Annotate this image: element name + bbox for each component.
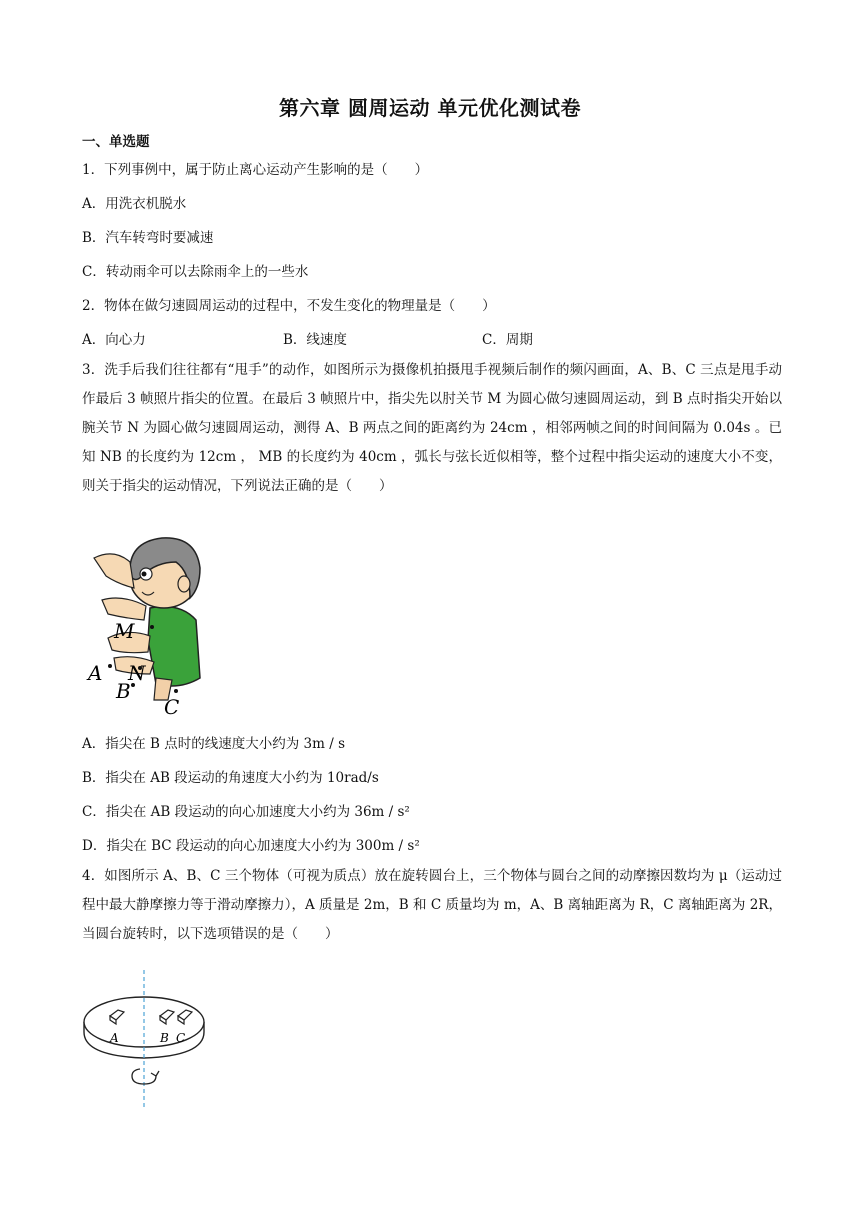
shirt-shape (148, 607, 200, 687)
label-a: A (88, 661, 103, 685)
q1-option-b: B．汽车转弯时要减速 (82, 230, 214, 246)
q2-option-b: B．线速度 (283, 332, 347, 348)
label-a: A (110, 1031, 119, 1045)
q1-stem: 1．下列事例中，属于防止离心运动产生影响的是（ ） (82, 162, 429, 178)
label-n: N (128, 661, 146, 685)
q3-option-c: C．指尖在 AB 段运动的向心加速度大小约为 36m / s² (82, 804, 410, 820)
hand-shake-figure (84, 528, 214, 718)
rotating-table-figure (80, 966, 220, 1111)
q1-option-c: C．转动雨伞可以去除雨伞上的一些水 (82, 264, 309, 280)
rotation-arrow-icon (151, 1071, 159, 1076)
q3-stem: 3．洗手后我们往往都有“甩手”的动作，如图所示为摄像机拍摄甩手视频后制作的频闪画面，A、B、C 三点是甩手动作最后 3 帧照片指尖的位置。在最后 3 帧照片中，指尖先以肘关节 M 为圆心做匀速圆周运动，到 B 点时指尖开始以腕关节 N 为圆心做匀速圆周运动，测得 A、B 两点之间的距离约为 24cm ，相邻两帧之间的时间间隔为 0.04s 。已知 NB 的长度约为 12cm ， MB 的长度约为 40cm ，弧长与弦长近似相等，整个过程中指尖运动的速度大小不变，则关于指尖的运动情况，下列说法正确的是（ ） (82, 362, 782, 494)
label-c: C (176, 1031, 186, 1045)
q3-option-a: A．指尖在 B 点时的线速度大小约为 3m / s (82, 736, 345, 752)
q3-option-b: B．指尖在 AB 段运动的角速度大小约为 10rad/s (82, 770, 379, 786)
section-heading: 一、单选题 (82, 134, 150, 150)
label-b: B (160, 1031, 169, 1045)
page-title: 第六章 圆周运动 单元优化测试卷 (279, 96, 581, 120)
q3-option-d: D．指尖在 BC 段运动的向心加速度大小约为 300m / s² (82, 838, 420, 854)
q4-stem: 4．如图所示 A、B、C 三个物体（可视为质点）放在旋转圆台上，三个物体与圆台之间的动摩擦因数均为 μ（运动过程中最大静摩擦力等于滑动摩擦力），A 质量是 2m，B 和 C 质量均为 m，A、B 离轴距离为 R，C 离轴距离为 2R，当圆台旋转时，以下选项错误的是（ ） (82, 868, 782, 942)
hand-shape-2 (102, 598, 146, 620)
q2-stem: 2．物体在做匀速圆周运动的过程中，不发生变化的物理量是（ ） (82, 298, 496, 314)
q2-option-c: C．周期 (482, 332, 533, 348)
hand-shape-1 (94, 554, 134, 588)
label-m: M (114, 619, 135, 643)
label-c: C (164, 695, 180, 718)
q1-option-a: A．用洗衣机脱水 (82, 196, 187, 212)
label-b: B (116, 679, 131, 703)
q2-option-a: A．向心力 (82, 332, 146, 348)
